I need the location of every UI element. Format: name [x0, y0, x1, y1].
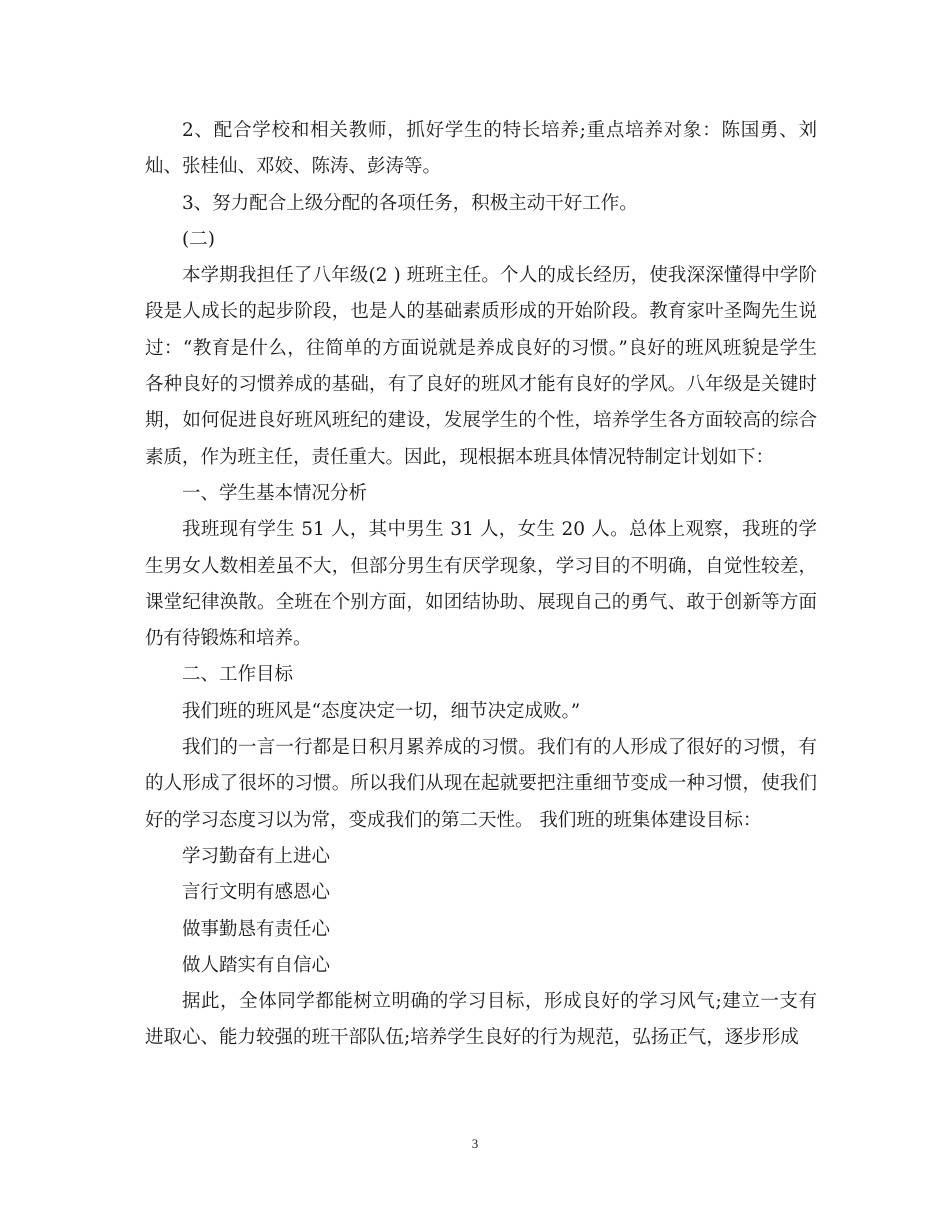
document-body [145, 113, 817, 1057]
goal-line-3: 做事勤恳有责任心 [182, 918, 331, 940]
student-analysis-paragraph: 我班现有学生 51 人，其中男生 31 人，女生 20 人。总体上观察，我班的学生男女人数相差虽不大，但部分男生有厌学现象，学习目的不明确，自觉性较差，课堂纪律涣散。全班在个别方面，如团结协助、展现自己的勇气、敢于创新等方面仍有待锻炼和培养。 [145, 519, 817, 650]
closing-paragraph: 据此，全体同学都能树立明确的学习目标，形成良好的学习风气;建立一支有进取心、能力较强的班干部队伍;培养学生良好的行为规范，弘扬正气，逐步形成 [145, 991, 817, 1049]
goal-line-2: 言行文明有感恩心 [182, 882, 331, 904]
paragraph-item-2: 2、配合学校和相关教师，抓好学生的特长培养;重点培养对象：陈国勇、刘灿、张桂仙、邓姣、陈涛、彭涛等。 [145, 120, 817, 178]
page-number: 3 [471, 1136, 479, 1151]
goal-line-4: 做人踏实有自信心 [182, 954, 331, 976]
paragraph-item-3: 3、努力配合上级分配的各项任务，积极主动干好工作。 [182, 192, 638, 214]
goal-line-1: 学习勤奋有上进心 [182, 845, 331, 867]
heading-work-goals: 二、工作目标 [182, 664, 294, 686]
heading-student-analysis: 一、学生基本情况分析 [182, 482, 368, 504]
class-motto: 我们班的班风是“态度决定一切，细节决定成败。” [182, 700, 581, 722]
intro-paragraph: 本学期我担任了八年级(2 ) 班班主任。个人的成长经历，使我深深懂得中学阶段是人成长的起步阶段，也是人的基础素质形成的开始阶段。教育家叶圣陶先生说过：“教育是什么，往简单的方面说就是养成良好的习惯。”良好的班风班貌是学生各种良好的习惯养成的基础，有了良好的班风才能有良好的学风。八年级是关键时期，如何促进良好班风班纪的建设，发展学生的个性，培养学生各方面较高的综合素质，作为班主任，责任重大。因此，现根据本班具体情况特制定计划如下： [145, 265, 817, 468]
habits-paragraph: 我们的一言一行都是日积月累养成的习惯。我们有的人形成了很好的习惯，有的人形成了很坏的习惯。所以我们从现在起就要把注重细节变成一种习惯，使我们好的学习态度习以为常，变成我们的第二天性。 我们班的班集体建设目标： [145, 737, 817, 831]
section-marker: (二) [182, 228, 215, 250]
